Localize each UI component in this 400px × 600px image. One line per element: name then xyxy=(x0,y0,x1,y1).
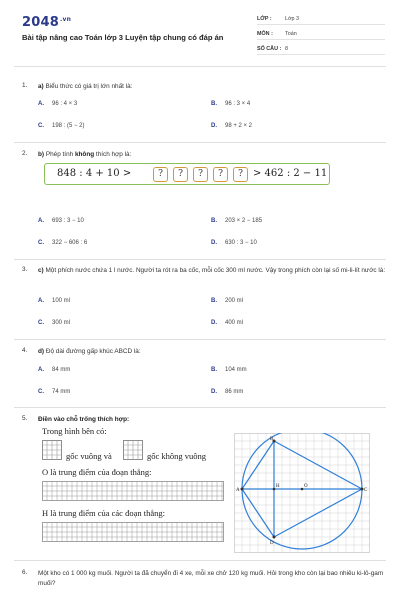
option-text: 203 × 2 − 185 xyxy=(225,218,263,224)
meta-value: Lớp 3 xyxy=(285,16,300,22)
question-body: Phép tính xyxy=(44,151,75,158)
answer-box[interactable]: ? xyxy=(213,167,228,182)
answer-box[interactable]: ? xyxy=(233,167,248,182)
question-text: Một kho có 1 000 kg muối. Người ta đã chuyển đi 4 xe, mỗi xe chở 120 kg muối. Hỏi trong kho còn lại bao nhiêu ki-lô-gam muối? xyxy=(38,570,384,587)
option-letter: A. xyxy=(38,367,44,373)
option-text: 86 mm xyxy=(225,389,244,395)
option-letter: D. xyxy=(211,389,217,395)
option-text: 300 ml xyxy=(52,320,71,326)
meta-key: SỐ CÂU : xyxy=(257,46,282,52)
question-text xyxy=(38,82,388,92)
option-letter: C. xyxy=(38,240,44,246)
site-logo[interactable] xyxy=(22,15,71,30)
option-text: 84 mm xyxy=(52,367,71,373)
question-body: Độ dài đường gấp khúc ABCD là: xyxy=(44,348,141,355)
option-d[interactable] xyxy=(211,320,243,326)
question-body: Một phích nước chứa 1 l nước. Người ta rót ra ba cốc, mỗi cốc 300 ml nước. Vậy trong phích còn lại số mi-li-lít nước là: xyxy=(43,267,386,274)
midpoint-o-answer-grid[interactable] xyxy=(42,481,224,501)
option-text: 693 : 3 − 10 xyxy=(52,218,84,224)
question-body: thích hợp là: xyxy=(94,151,132,158)
question-text xyxy=(38,150,388,160)
option-letter: B. xyxy=(211,218,217,224)
question-number: 1. xyxy=(22,82,28,89)
question-prefix: d) xyxy=(38,348,45,355)
question-text xyxy=(38,415,388,425)
option-letter: B. xyxy=(211,367,217,373)
option-letter: C. xyxy=(38,320,44,326)
label-a: A xyxy=(236,488,240,493)
instruction-line: Trong hình bên có: xyxy=(42,426,107,436)
nonsquare-angle-count-box[interactable] xyxy=(123,440,143,460)
option-letter: D. xyxy=(211,240,217,246)
formula-right: > 462 : 2 − 11 xyxy=(253,168,328,179)
question-prefix: a) xyxy=(38,83,44,90)
option-letter: B. xyxy=(211,298,217,304)
label-b: B xyxy=(270,437,274,442)
meta-subject xyxy=(257,29,385,40)
option-text: 322 − 606 : 6 xyxy=(52,240,88,246)
question-divider xyxy=(14,142,386,143)
option-text: 630 : 3 − 10 xyxy=(225,240,257,246)
question-divider xyxy=(14,339,386,340)
answer-box[interactable]: ? xyxy=(193,167,208,182)
logo-suffix: .vn xyxy=(59,15,72,23)
midpoint-o-label: O là trung điểm của đoạn thẳng: xyxy=(42,467,152,477)
option-letter: D. xyxy=(211,123,217,129)
document-title: Bài tập nâng cao Toán lớp 3 Luyện tập chung có đáp án xyxy=(22,33,224,42)
document-header xyxy=(0,0,400,64)
option-a[interactable] xyxy=(38,101,77,107)
question-body: Biểu thức có giá trị lớn nhất là: xyxy=(43,83,133,90)
meta-grade xyxy=(257,14,385,25)
square-angle-count-box[interactable] xyxy=(42,440,62,460)
header-divider xyxy=(14,66,386,67)
option-c[interactable] xyxy=(38,389,70,395)
midpoint-h-answer-grid[interactable] xyxy=(42,522,224,542)
square-angle-label: gốc vuông và xyxy=(66,451,112,461)
meta-value: Toán xyxy=(285,31,297,37)
formula-box xyxy=(44,163,330,185)
label-h: H xyxy=(276,484,280,489)
option-letter: A. xyxy=(38,298,44,304)
option-c[interactable] xyxy=(38,240,87,246)
question-prefix: b) xyxy=(38,151,45,158)
option-b[interactable] xyxy=(211,218,262,224)
question-number: 5. xyxy=(22,415,28,422)
question-emphasis: không xyxy=(74,151,95,158)
formula-left: 848 : 4 + 10 > xyxy=(57,168,132,179)
logo-text: 2048 xyxy=(22,15,59,30)
option-b[interactable] xyxy=(211,101,250,107)
option-a[interactable] xyxy=(38,218,84,224)
question-divider xyxy=(14,407,386,408)
option-text: 104 mm xyxy=(225,367,247,373)
question-body: Điền vào chỗ trống thích hợp: xyxy=(38,416,130,423)
meta-key: LỚP : xyxy=(257,16,272,22)
option-text: 198 : (5 − 2) xyxy=(52,123,85,129)
question-number: 3. xyxy=(22,266,28,273)
meta-count xyxy=(257,44,385,55)
option-text: 96 : 4 × 3 xyxy=(52,101,78,107)
option-c[interactable] xyxy=(38,123,85,129)
option-letter: A. xyxy=(38,218,44,224)
option-text: 200 ml xyxy=(225,298,244,304)
question-text xyxy=(38,347,388,357)
question-divider xyxy=(14,259,386,260)
answer-box[interactable]: ? xyxy=(173,167,188,182)
option-text: 98 + 2 × 2 xyxy=(225,123,253,129)
option-d[interactable] xyxy=(211,389,243,395)
label-o: O xyxy=(304,484,308,489)
question-number: 4. xyxy=(22,347,28,354)
option-letter: A. xyxy=(38,101,44,107)
option-letter: B. xyxy=(211,101,217,107)
option-c[interactable] xyxy=(38,320,70,326)
option-b[interactable] xyxy=(211,367,247,373)
label-c: C xyxy=(364,488,368,493)
option-text: 100 ml xyxy=(52,298,71,304)
question-divider xyxy=(14,560,386,561)
option-text: 400 ml xyxy=(225,320,244,326)
question-prefix: c) xyxy=(38,267,44,274)
meta-value: 8 xyxy=(285,46,288,52)
option-text: 96 : 3 × 4 xyxy=(225,101,251,107)
option-letter: C. xyxy=(38,389,44,395)
answer-box[interactable]: ? xyxy=(153,167,168,182)
circle-o xyxy=(242,433,362,549)
geometry-figure xyxy=(234,433,370,553)
meta-key: MÔN : xyxy=(257,31,273,37)
option-letter: D. xyxy=(211,320,217,326)
option-a[interactable] xyxy=(38,298,70,304)
option-b[interactable] xyxy=(211,298,243,304)
question-number: 6. xyxy=(22,569,28,576)
option-d[interactable] xyxy=(211,240,257,246)
nonsquare-angle-label: gốc không vuông xyxy=(147,451,207,461)
midpoint-h-label: H là trung điểm của các đoạn thẳng: xyxy=(42,508,165,518)
question-text xyxy=(38,266,388,276)
option-a[interactable] xyxy=(38,367,70,373)
option-text: 74 mm xyxy=(52,389,71,395)
option-d[interactable] xyxy=(211,123,252,129)
question-number: 2. xyxy=(22,150,28,157)
option-letter: C. xyxy=(38,123,44,129)
label-d: D xyxy=(270,541,274,546)
